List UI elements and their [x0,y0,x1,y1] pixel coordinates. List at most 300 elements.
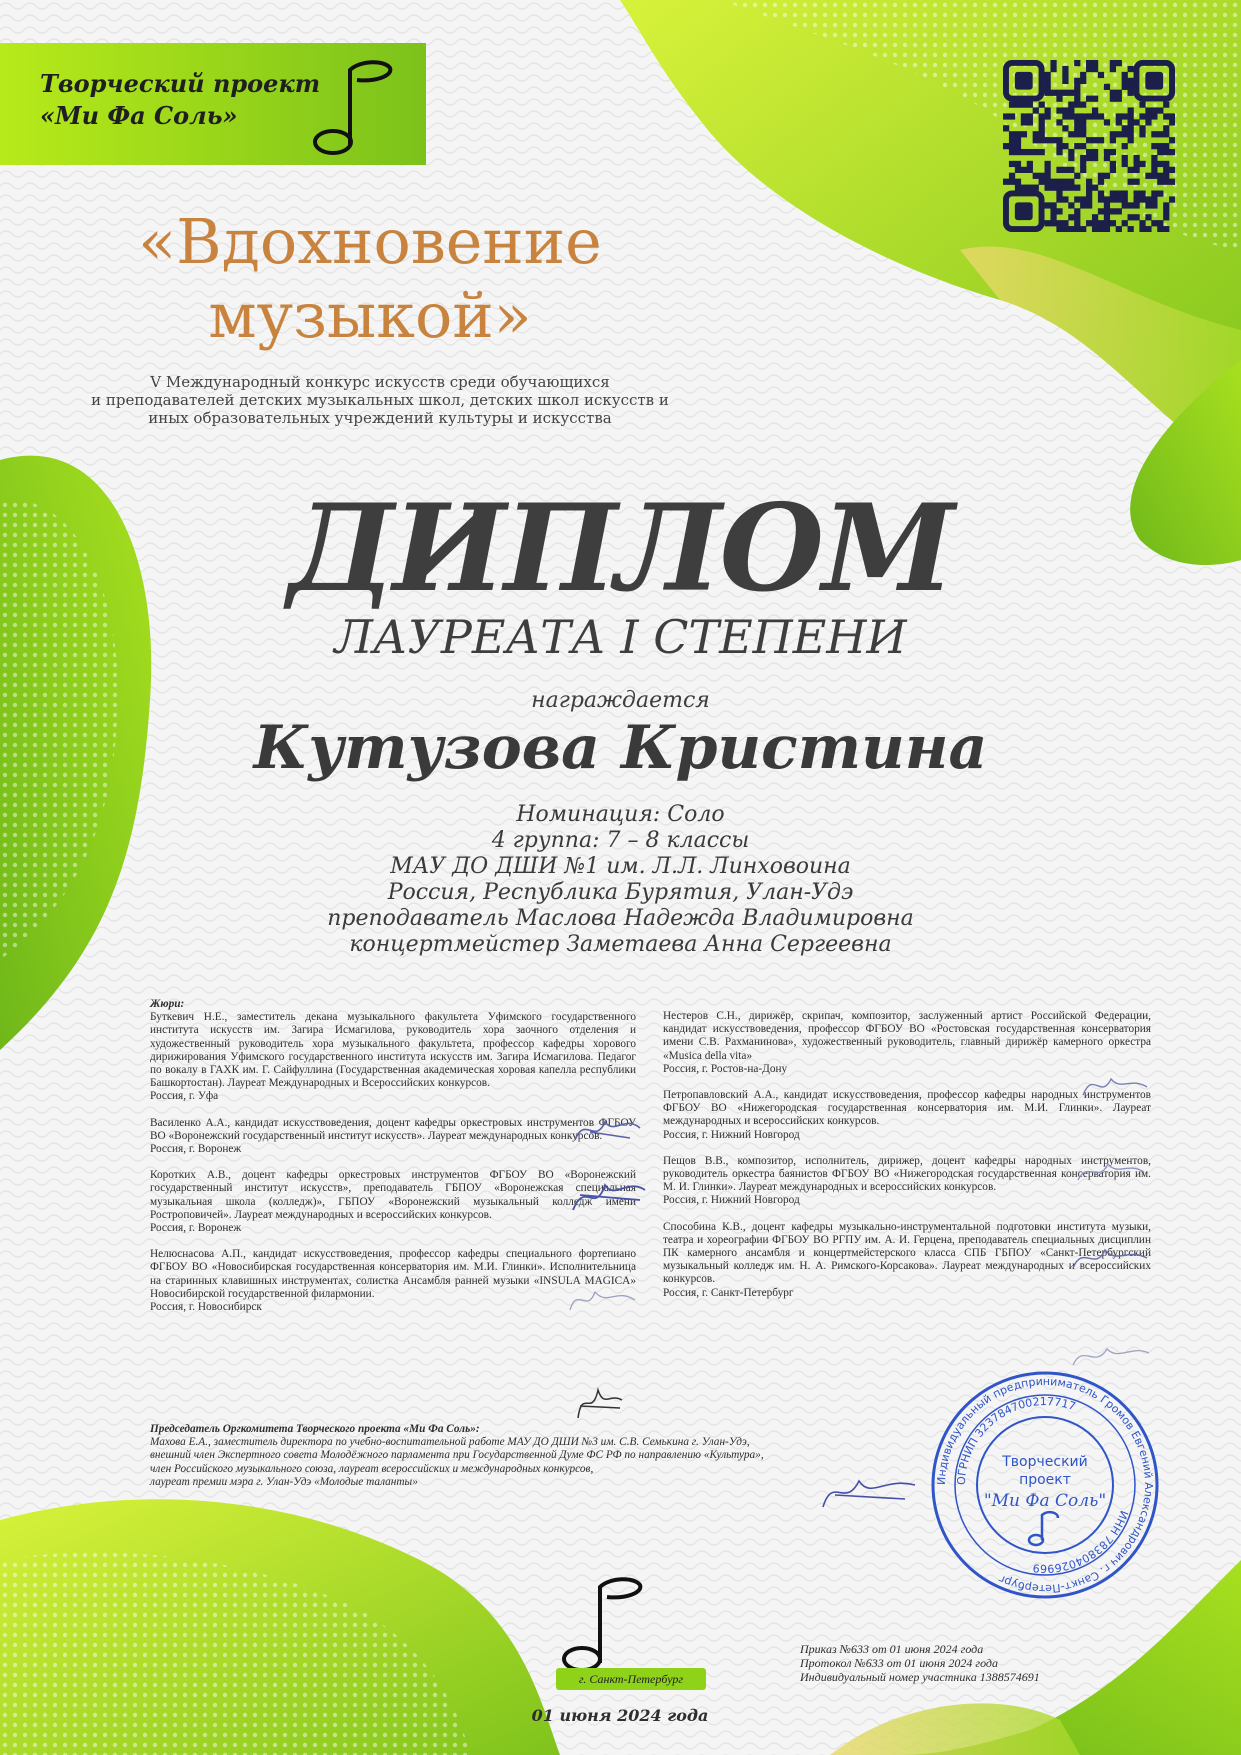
qr-module [1104,155,1110,161]
qr-module [1133,196,1139,202]
qr-module [1139,226,1145,232]
qr-module [1157,226,1163,232]
qr-module [1080,125,1086,131]
qr-module [1068,155,1074,161]
qr-module [1110,96,1116,102]
qr-module [1021,119,1027,125]
qr-module [1015,179,1021,185]
qr-module [1080,202,1086,208]
qr-module [1039,179,1045,185]
qr-module [1062,220,1068,226]
qr-module [1151,167,1157,173]
qr-module [1045,72,1051,78]
degree-heading: ЛАУРЕАТА I СТЕПЕНИ [334,610,907,664]
qr-module [1145,226,1151,232]
qr-module [1056,196,1062,202]
qr-module [1110,167,1116,173]
qr-module [1086,155,1092,161]
qr-module [1139,125,1145,131]
qr-module [1086,96,1092,102]
qr-module [1050,208,1056,214]
qr-module [1116,113,1122,119]
qr-module [1110,149,1116,155]
qr-module [1068,107,1074,113]
qr-module [1062,185,1068,191]
qr-module [1062,125,1068,131]
qr-module [1133,155,1139,161]
qr-module [1163,113,1169,119]
qr-module [1009,143,1015,149]
qr-module [1163,149,1169,155]
qr-module [1039,149,1045,155]
qr-module [1110,90,1116,96]
qr-module [1104,226,1110,232]
qr-finder-center [1015,72,1033,90]
qr-module [1056,90,1062,96]
qr-module [1086,185,1092,191]
qr-module [1033,137,1039,143]
qr-module [1015,102,1021,108]
qr-module [1157,143,1163,149]
logo-line-2: «Ми Фа Соль» [40,101,238,130]
qr-module [1050,90,1056,96]
qr-module [1045,78,1051,84]
qr-module [1128,119,1134,125]
qr-module [1128,167,1134,173]
qr-module [1092,66,1098,72]
city-ribbon [556,1668,706,1690]
qr-module [1128,90,1134,96]
jury-member: Василенко А.А., кандидат искусствоведения, доцент кафедры оркестровых инструментов ФГБОУ ВО «Воронежский государственный институт искусств». Лауреат международных конкурсов. Россия, г. Воронеж [150,1116,636,1156]
qr-module [1110,60,1116,66]
qr-module [1086,179,1092,185]
qr-module [1139,113,1145,119]
qr-module [1027,119,1033,125]
qr-module [1068,167,1074,173]
participant-number: Индивидуальный номер участника 1388574691 [800,1670,1040,1684]
qr-module [1116,96,1122,102]
qr-module [1128,202,1134,208]
qr-module [1163,208,1169,214]
qr-module [1050,220,1056,226]
qr-module [1050,202,1056,208]
qr-module [1009,149,1015,155]
order-info [800,1642,1040,1684]
qr-module [1157,161,1163,167]
qr-module [1062,66,1068,72]
qr-module [1015,149,1021,155]
qr-module [1169,137,1175,143]
qr-module [1056,190,1062,196]
qr-module [1056,226,1062,232]
qr-module [1122,155,1128,161]
qr-module [1009,173,1015,179]
qr-module [1045,220,1051,226]
qr-module [1074,113,1080,119]
qr-module [1116,131,1122,137]
qr-module [1062,113,1068,119]
qr-module [1056,208,1062,214]
qr-module [1122,220,1128,226]
qr-module [1139,196,1145,202]
city-label: г. Санкт-Петербург [578,1672,684,1686]
qr-module [1068,202,1074,208]
qr-module [1145,119,1151,125]
stamp-center-line-3: "Ми Фа Соль" [983,1491,1107,1511]
qr-module [1068,90,1074,96]
qr-module [1062,226,1068,232]
qr-module [1122,161,1128,167]
qr-module [1080,131,1086,137]
participant-name: Кутузова Кристина [253,713,988,783]
qr-module [1128,137,1134,143]
qr-module [1122,72,1128,78]
qr-module [1027,149,1033,155]
qr-module [1062,167,1068,173]
qr-module [1110,190,1116,196]
qr-module [1068,185,1074,191]
qr-module [1157,179,1163,185]
qr-module [1056,220,1062,226]
qr-module [1145,196,1151,202]
qr-module [1068,113,1074,119]
qr-module [1062,78,1068,84]
qr-module [1092,96,1098,102]
accompanist: концертмейстер Заметаева Анна Сергеевна [349,932,892,957]
qr-module [1056,96,1062,102]
qr-module [1021,167,1027,173]
qr-module [1092,226,1098,232]
qr-module [1086,137,1092,143]
qr-module [1015,185,1021,191]
qr-module [1062,107,1068,113]
qr-module [1128,214,1134,220]
qr-module [1122,84,1128,90]
qr-module [1021,113,1027,119]
subtitle-line: иных образовательных учреждений культуры и искусства [148,409,612,427]
qr-module [1033,131,1039,137]
qr-module [1080,119,1086,125]
qr-module [1074,214,1080,220]
qr-module [1092,155,1098,161]
qr-module [1009,137,1015,143]
qr-module [1133,167,1139,173]
qr-module [1157,220,1163,226]
qr-module [1122,113,1128,119]
qr-module [1092,185,1098,191]
qr-module [1080,143,1086,149]
qr-module [1157,173,1163,179]
qr-module [1009,102,1015,108]
qr-module [1092,220,1098,226]
qr-module [1104,220,1110,226]
stamp-center-line-1: Творческий [1002,1454,1088,1470]
stamp-seal [930,1370,1160,1600]
qr-module [1074,143,1080,149]
qr-module [1074,173,1080,179]
qr-module [1116,90,1122,96]
qr-module [1122,125,1128,131]
qr-module [1045,137,1051,143]
stamp-ring-text: Индивидуальный предприниматель Громов Евгений Александрович г. Санкт-Петербург [934,1374,1156,1596]
qr-module [1098,72,1104,78]
qr-module [1169,196,1175,202]
qr-module [1151,143,1157,149]
qr-module [1110,196,1116,202]
qr-module [1039,137,1045,143]
qr-module [1157,131,1163,137]
qr-module [1098,208,1104,214]
qr-module [1056,107,1062,113]
qr-module [1157,149,1163,155]
qr-module [1169,149,1175,155]
qr-module [1045,173,1051,179]
qr-module [1151,220,1157,226]
qr-module [1050,214,1056,220]
qr-finder-center [1145,72,1163,90]
qr-module [1015,161,1021,167]
jury-member: Нестеров С.Н., дирижёр, скрипач, композитор, заслуженный артист Российской Федерации, кандидат искусствоведения, профессор ФГБОУ ВО «Ростовская государственная консерватория имени С.В. Рахманинова», художественный руководитель, главный дирижёр камерного оркестра «Musica della vita» Россия, г. Ростов-на-Дону [663,1010,1151,1075]
qr-module [1086,60,1092,66]
qr-module [1021,149,1027,155]
jury-member: Способина К.В., доцент кафедры музыкально-инструментальной подготовки института музыки, театра и хореографии ФГБОУ ВО РГПУ им. А. И. Герцена, преподаватель специальных дисциплин ПК камерного ансамбля и концертмейстерского класса СПБ ГБПОУ «Санкт-Петербургский музыкальный колледж им. Н. А. Римского-Корсакова». Лауреат международных и всероссийских конкурсов. Россия, г. Санкт-Петербург [663,1220,1151,1299]
qr-module [1080,167,1086,173]
qr-module [1009,161,1015,167]
stamp-center-line-2: проект [1019,1472,1071,1488]
qr-module [1139,190,1145,196]
qr-module [1045,185,1051,191]
qr-module [1074,84,1080,90]
qr-module [1163,226,1169,232]
qr-module [1068,149,1074,155]
qr-module [1116,190,1122,196]
qr-module [1145,173,1151,179]
qr-module [1003,113,1009,119]
qr-module [1074,208,1080,214]
qr-code-icon [1003,60,1175,232]
stamp-ogrnip-text: ОГРНИП 323784700217717 [954,1394,1078,1486]
qr-module [1027,161,1033,167]
signature-image [570,1378,630,1428]
qr-module [1045,84,1051,90]
qr-module [1098,173,1104,179]
qr-finder-center [1015,202,1033,220]
qr-module [1163,202,1169,208]
qr-module [1157,190,1163,196]
qr-module [1098,113,1104,119]
qr-module [1021,185,1027,191]
qr-module [1074,226,1080,232]
qr-module [1062,143,1068,149]
qr-module [1015,167,1021,173]
qr-module [1021,102,1027,108]
issue-date: 01 июня 2024 года [531,1706,709,1725]
qr-module [1074,60,1080,66]
qr-module [1116,226,1122,232]
qr-module [1110,208,1116,214]
qr-module [1080,196,1086,202]
qr-module [1098,190,1104,196]
qr-module [1104,173,1110,179]
qr-module [1086,190,1092,196]
qr-module [1056,185,1062,191]
qr-module [1056,167,1062,173]
qr-module [1163,173,1169,179]
qr-module [1128,113,1134,119]
qr-module [1128,125,1134,131]
qr-module [1015,143,1021,149]
qr-module [1027,113,1033,119]
qr-module [1104,149,1110,155]
qr-module [1151,202,1157,208]
qr-module [1074,90,1080,96]
qr-module [1068,131,1074,137]
qr-module [1151,131,1157,137]
signature-image [565,1278,645,1318]
qr-module [1139,102,1145,108]
qr-module [1009,131,1015,137]
qr-module [1050,185,1056,191]
qr-module [1062,196,1068,202]
qr-module [1074,131,1080,137]
qr-module [1033,149,1039,155]
chair-block [150,1423,930,1489]
qr-module [1080,161,1086,167]
qr-module [1163,102,1169,108]
music-note-logo-icon [305,58,395,156]
qr-module [1092,107,1098,113]
signature-image [1065,1335,1155,1375]
qr-module [1045,167,1051,173]
qr-module [1080,155,1086,161]
qr-module [1074,119,1080,125]
qr-module [1039,113,1045,119]
qr-module [1056,179,1062,185]
qr-module [1110,137,1116,143]
qr-module [1068,226,1074,232]
qr-module [1086,220,1092,226]
qr-module [1128,66,1134,72]
subtitle-line: и преподавателей детских музыкальных школ, детских школ искусств и [91,391,669,409]
qr-module [1045,179,1051,185]
jury-column-left [150,998,636,1327]
qr-module [1110,66,1116,72]
qr-module [1151,107,1157,113]
school: МАУ ДО ДШИ №1 им. Л.Л. Линховоина [390,854,851,879]
qr-module [1074,196,1080,202]
age-group: 4 группа: 7 – 8 классы [491,828,750,853]
qr-module [1133,119,1139,125]
contest-subtitle [60,373,700,427]
qr-module [1151,161,1157,167]
qr-module [1074,125,1080,131]
qr-module [1122,143,1128,149]
qr-module [1116,208,1122,214]
qr-module [1104,202,1110,208]
location: Россия, Республика Бурятия, Улан-Удэ [387,880,854,905]
qr-module [1074,78,1080,84]
qr-module [1086,196,1092,202]
qr-module [1122,196,1128,202]
chair-header: Председатель Оргкомитета Творческого проекта «Ми Фа Соль»: [150,1423,480,1435]
qr-module [1122,202,1128,208]
qr-module [1074,102,1080,108]
qr-module [1145,214,1151,220]
contest-title: «Вдохновение музыкой» [138,205,602,352]
qr-module [1015,137,1021,143]
qr-module [1163,179,1169,185]
participant-details [0,802,1241,958]
qr-module [1039,125,1045,131]
protocol-line: Протокол №633 от 01 июня 2024 года [800,1656,998,1670]
qr-module [1009,179,1015,185]
qr-module [1045,107,1051,113]
qr-module [1092,214,1098,220]
qr-module [1104,119,1110,125]
qr-module [1133,214,1139,220]
qr-module [1056,149,1062,155]
qr-module [1086,66,1092,72]
qr-module [1033,173,1039,179]
qr-module [1045,90,1051,96]
qr-module [1139,161,1145,167]
signature-image [565,1170,655,1220]
qr-module [1062,179,1068,185]
qr-module [1169,179,1175,185]
qr-module [1039,102,1045,108]
qr-module [1133,190,1139,196]
qr-module [1050,60,1056,66]
qr-module [1163,161,1169,167]
qr-module [1003,179,1009,185]
signature-image [1070,1152,1150,1188]
qr-module [1163,143,1169,149]
stamp-inn-text: ИНН 783804026969 [1032,1508,1131,1576]
qr-module [1056,143,1062,149]
qr-module [1151,196,1157,202]
qr-module [1104,214,1110,220]
qr-module [1151,155,1157,161]
qr-module [1098,226,1104,232]
qr-module [1163,125,1169,131]
qr-module [1122,131,1128,137]
signature-image [1065,1238,1155,1278]
jury-member: Петропавловский А.А., кандидат искусствоведения, профессор кафедры народных инструментов ФГБОУ ВО «Нижегородская государственная консерватория им. М.И. Глинки». Лауреат международных и всероссийских конкурсов. Россия, г. Нижний Новгород [663,1089,1151,1141]
signature-image [815,1465,925,1515]
qr-module [1151,113,1157,119]
qr-module [1128,131,1134,137]
qr-module [1062,90,1068,96]
qr-module [1145,107,1151,113]
qr-module [1068,214,1074,220]
qr-module [1068,179,1074,185]
qr-module [1027,102,1033,108]
qr-module [1163,167,1169,173]
qr-module [1110,161,1116,167]
qr-module [1045,161,1051,167]
order-line: Приказ №633 от 01 июня 2024 года [800,1642,984,1656]
qr-module [1151,190,1157,196]
qr-module [1086,149,1092,155]
qr-module [1080,72,1086,78]
qr-module [1128,226,1134,232]
qr-module [1104,208,1110,214]
qr-module [1139,131,1145,137]
qr-module [1009,113,1015,119]
qr-module [1169,119,1175,125]
qr-module [1116,60,1122,66]
qr-module [1092,149,1098,155]
